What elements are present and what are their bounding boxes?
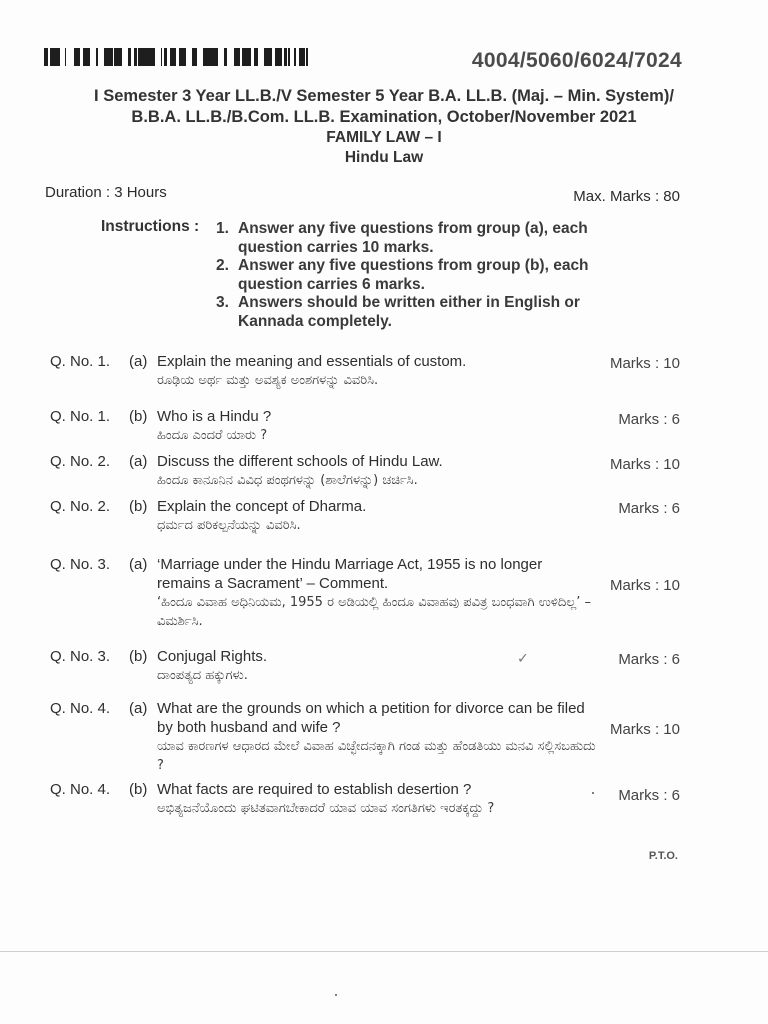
- instructions-list: [216, 220, 636, 331]
- question-text-kannada: ಧರ್ಮದ ಪರಿಕಲ್ಪನೆಯನ್ನು ವಿವರಿಸಿ.: [157, 518, 301, 533]
- question-marks: Marks : 10: [609, 355, 680, 372]
- barcode-bar: [306, 48, 308, 66]
- paper-code: 4004/5060/6024/7024: [471, 49, 682, 72]
- question-body: [157, 699, 597, 775]
- scan-speck: [335, 994, 337, 996]
- question-body: [157, 647, 597, 685]
- question-body: [157, 352, 597, 390]
- instruction-text: Answers should be written either in English or Kannada completely.: [238, 294, 580, 330]
- instructions-label: Instructions :: [101, 218, 200, 235]
- question-body: [157, 407, 597, 445]
- question-text-english: Explain the concept of Dharma.: [157, 498, 367, 515]
- max-marks: Max. Marks : 80: [573, 188, 680, 205]
- question-marks: Marks : 6: [618, 411, 680, 428]
- question-body: [157, 780, 597, 818]
- instruction-text: Answer any five questions from group (b), each question carries 6 marks.: [238, 257, 589, 293]
- question-body: [157, 497, 597, 535]
- question-marks: Marks : 10: [609, 456, 680, 473]
- question-text-english: ‘Marriage under the Hindu Marriage Act, 1955 is no longer remains a Sacrament’ – Comment.: [157, 556, 543, 592]
- question-part: (b): [129, 408, 148, 425]
- question-marks: Marks : 10: [609, 577, 680, 594]
- question-number: Q. No. 4.: [50, 781, 111, 798]
- question-text-kannada: ‘ಹಿಂದೂ ವಿವಾಹ ಅಧಿನಿಯಮ, 1955 ರ ಅಡಿಯಲ್ಲಿ ಹಿಂದೂ ವಿವಾಹವು ಪವಿತ್ರ ಬಂಧವಾಗಿ ಉಳಿದಿಲ್ಲ’ – ವಿಮರ್ಶಿಸಿ.: [157, 595, 591, 629]
- question-number: Q. No. 3.: [50, 648, 111, 665]
- barcode: [44, 48, 308, 66]
- instruction-item: [216, 257, 636, 294]
- question-text-kannada: ಹಿಂದೂ ಎಂದರೆ ಯಾರು ?: [157, 428, 268, 443]
- question-text-kannada: ಅಭಿತ್ಯಜನೆಯೊಂದು ಘಟಿತವಾಗಬೇಕಾದರೆ ಯಾವ ಯಾವ ಸಂಗತಿಗಳು ಇರತಕ್ಕದ್ದು ?: [157, 801, 495, 816]
- duration: Duration : 3 Hours: [45, 184, 167, 201]
- instruction-number: 2.: [216, 257, 229, 274]
- question-number: Q. No. 1.: [50, 408, 111, 425]
- question-text-english: Discuss the different schools of Hindu Law.: [157, 453, 443, 470]
- question-body: [157, 555, 597, 631]
- question-text-kannada: ಯಾವ ಕಾರಣಗಳ ಆಧಾರದ ಮೇಲೆ ವಿವಾಹ ವಿಚ್ಛೇದನಕ್ಕಾಗಿ ಗಂಡ ಮತ್ತು ಹೆಂಡತಿಯು ಮನವಿ ಸಲ್ಲಿಸಬಹುದು ?: [157, 739, 596, 773]
- question-marks: Marks : 6: [618, 651, 680, 668]
- paper-title: Hindu Law: [344, 149, 424, 166]
- instruction-number: 1.: [216, 220, 229, 237]
- question-part: (a): [129, 353, 148, 370]
- question-marks: Marks : 6: [618, 500, 680, 517]
- question-text-kannada: ರೂಢಿಯ ಅರ್ಥ ಮತ್ತು ಅವಶ್ಯಕ ಅಂಶಗಳನ್ನು ವಿವರಿಸಿ.: [157, 373, 379, 388]
- question-part: (b): [129, 781, 148, 798]
- question-part: (b): [129, 498, 148, 515]
- exam-header: [0, 86, 768, 168]
- instruction-item: [216, 294, 636, 331]
- question-number: Q. No. 2.: [50, 453, 111, 470]
- question-text-english: Who is a Hindu ?: [157, 408, 272, 425]
- scan-edge-line: [0, 951, 768, 952]
- instruction-item: [216, 220, 636, 257]
- question-part: (a): [129, 700, 148, 717]
- instruction-number: 3.: [216, 294, 229, 311]
- question-text-kannada: ದಾಂಪತ್ಯದ ಹಕ್ಕುಗಳು.: [157, 668, 248, 683]
- question-text-english: Explain the meaning and essentials of custom.: [157, 353, 467, 370]
- question-number: Q. No. 1.: [50, 353, 111, 370]
- pen-tick-mark: ✓: [517, 650, 529, 666]
- question-part: (a): [129, 453, 148, 470]
- scan-speck: [592, 792, 594, 794]
- question-text-kannada: ಹಿಂದೂ ಕಾನೂನಿನ ವಿವಿಧ ಪಂಥಗಳನ್ನು (ಶಾಲೆಗಳನ್ನು) ಚರ್ಚಿಸಿ.: [157, 473, 418, 488]
- header-line-2: B.B.A. LL.B./B.Com. LL.B. Examination, October/November 2021: [131, 108, 637, 126]
- question-body: [157, 452, 597, 490]
- question-marks: Marks : 10: [609, 721, 680, 738]
- subject-title: FAMILY LAW – I: [326, 129, 442, 146]
- question-marks: Marks : 6: [618, 787, 680, 804]
- question-text-english: What are the grounds on which a petition for divorce can be filed by both husband and wife ?: [157, 700, 585, 736]
- question-number: Q. No. 2.: [50, 498, 111, 515]
- question-text-english: Conjugal Rights.: [157, 648, 268, 665]
- question-text-english: What facts are required to establish desertion ?: [157, 781, 472, 798]
- question-number: Q. No. 3.: [50, 556, 111, 573]
- instruction-text: Answer any five questions from group (a), each question carries 10 marks.: [238, 220, 588, 256]
- pto-label: P.T.O.: [648, 850, 678, 862]
- question-part: (a): [129, 556, 148, 573]
- question-number: Q. No. 4.: [50, 700, 111, 717]
- question-part: (b): [129, 648, 148, 665]
- header-line-1: I Semester 3 Year LL.B./V Semester 5 Year B.A. LL.B. (Maj. – Min. System)/: [94, 87, 674, 105]
